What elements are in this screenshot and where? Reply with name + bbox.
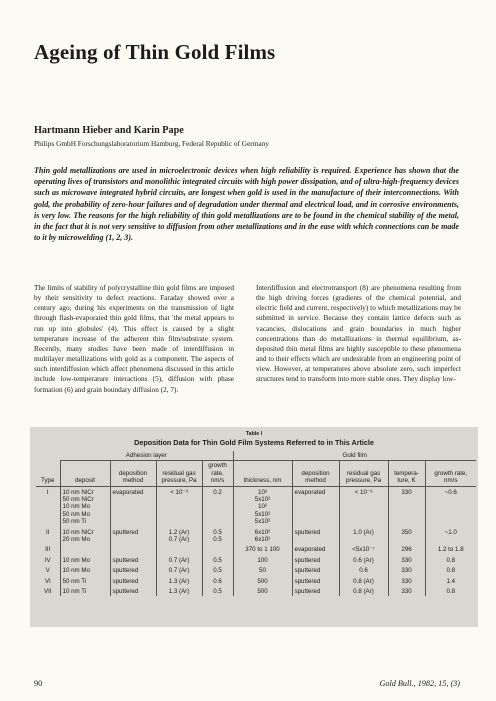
table-cell-g-temp: 330 (388, 564, 425, 574)
table-cell-thickness: 500 (233, 585, 292, 595)
table-row (36, 518, 476, 525)
table-cell-thickness: 6x10² (233, 526, 292, 536)
body-column-right: Interdiffusion and electrotransport (8) are phenomena resulting from the high driving forces (gradients of the chemical potential, and electric field and current, respectively) to which metallizations may be submitted in service. Because they contain lattice defects such as vacancies, dislocations and grain boundaries in much higher concentrations than do metallizations in thermal equilibrium, as-deposited thin metal films are highly susceptible to these phenomena and to their effects which are undesirable from an engineering point of view. However, at temperatures above absolute zero, such imperfect structures tend to transform into more stable ones. They display low- (256, 284, 461, 384)
table-cell-type (36, 503, 60, 510)
table-cell-deposit: 50 nm Ti (60, 575, 110, 585)
table-cell-g-pressure (339, 496, 388, 503)
table-cell-thickness: 370 to 1 100 (233, 543, 292, 553)
table-cell-g-method: evaporated (292, 486, 339, 496)
table-cell-g-pressure: 1.0 (Ar) (339, 526, 388, 536)
table-cell-g-method: sputtered (292, 554, 339, 564)
table-cell-g-rate: 0.8 (446, 588, 456, 596)
table-cell-g-temp: 350 (388, 526, 425, 536)
table-row (36, 503, 476, 510)
table-cell-a-rate: 0.5 (202, 536, 233, 543)
table-cell-a-method (110, 518, 156, 525)
table-cell-g-pressure: 0.8 (Ar) (339, 575, 388, 585)
table-cell-g-rate: 1.2 to 1.8 (437, 546, 464, 554)
table-number: Table I (245, 431, 263, 437)
table-cell-a-pressure (156, 496, 202, 503)
adhesion-layer-header: Adhesion layer (60, 451, 233, 461)
table-cell-a-method: sputtered (110, 564, 156, 574)
table-cell-g-temp (388, 518, 425, 525)
table-body (36, 486, 476, 595)
table-cell-g-pressure: < 10⁻³ (339, 486, 388, 496)
table-cell-deposit: 10 nm Mo (60, 554, 110, 564)
table-cell-thickness: 5x10² (233, 511, 292, 518)
table-cell-a-pressure: 1.2 (Ar) (156, 526, 202, 536)
col-gold-pressure: residual gas pressure, Pa (339, 461, 388, 486)
table-cell-type: III (36, 543, 60, 553)
body-column-left: The limits of stability of polycrystalline thin gold films are imposed by their sensitivity to defect reactions. Faraday showed over a century ago, during his experiments on the transmission of light through flash-evaporated thin gold films, that 'the metal appears to run up into globules' (4). This effect is caused by a slight temperature increase of the adherent thin film/substrate system. Recently, many studies have been made of interdiffusion in multilayer metallizations with gold as a component. The aspects of such interdiffusion which affect phenomena discussed in this article include low-temperature interactions (5), diffusion with phase formation (6) and grain boundary diffusion (2, 7). (34, 284, 234, 394)
table-cell-a-pressure: 0.7 (Ar) (156, 554, 202, 564)
abstract: Thin gold metallizations are used in microelectronic devices when high reliability is required. Experience has shown that the operating lives of transistors and monolithic integrated circuits with high power dissipation, and of ultra-high-frequency devices such as microwave integrated hybrid circuits, are longest when gold is used in the manufacture of their interconnections. With gold, the probability of zero-hour failures and of degradation under thermal and electrical load, and in corrosive environments, is very low. The reasons for the high reliability of thin gold metallizations are to be found in the chemical stability of the metal, in the fact that it is not very sensitive to diffusion from other metallizations and in the ease with which connections can be made to it by microwelding (1, 2, 3). (34, 166, 459, 243)
authors: Hartmann Hieber and Karin Pape (34, 125, 184, 136)
table-cell-g-pressure (339, 511, 388, 518)
table-cell-type: VII (36, 585, 60, 595)
table-cell-g-method: sputtered (292, 585, 339, 595)
table-cell-a-method: sputtered (110, 575, 156, 585)
table-cell-thickness: 50 (233, 564, 292, 574)
table-cell-thickness: 5x10² (233, 518, 292, 525)
table-cell-g-pressure (339, 536, 388, 543)
deposition-table (36, 451, 476, 596)
table-row (36, 526, 476, 536)
table-cell-type: VI (36, 575, 60, 585)
table-cell-g-temp: 330 (388, 486, 425, 496)
table-row (36, 575, 476, 585)
table-cell-g-temp: 330 (388, 575, 425, 585)
table-cell-g-pressure: 0.6 (Ar) (339, 554, 388, 564)
table-cell-deposit: 10 nm Mo (60, 503, 110, 510)
table-cell-g-rate: 1.4 (446, 577, 456, 585)
table-cell-a-rate (202, 518, 233, 525)
table-cell-g-pressure (339, 503, 388, 510)
table-cell-a-pressure (156, 511, 202, 518)
table-cell-g-temp: 330 (388, 585, 425, 595)
table-cell-type (36, 518, 60, 525)
table-caption: Deposition Data for Thin Gold Film Systems Referred to in This Article (134, 438, 374, 447)
table-cell-type: V (36, 564, 60, 574)
table-cell-a-rate (202, 511, 233, 518)
table-cell-g-temp (388, 511, 425, 518)
table-cell-g-temp (388, 503, 425, 510)
table-cell-a-pressure: 1.3 (Ar) (156, 585, 202, 595)
table-cell-a-pressure (156, 503, 202, 510)
table-cell-a-rate: 0.5 (202, 554, 233, 564)
table-cell-type: I (36, 486, 60, 496)
table-cell-a-rate: 0.2 (202, 486, 233, 496)
col-gold-temperature: tempera-ture, K (388, 461, 425, 486)
table-cell-g-rate (425, 496, 476, 503)
table-cell-g-method (292, 496, 339, 503)
table-cell-a-pressure (156, 543, 202, 553)
table-cell-thickness: 5x10² (233, 496, 292, 503)
table-cell-thickness: 6x10² (233, 536, 292, 543)
gold-film-header: Gold film (233, 451, 476, 461)
table-cell-type: II (36, 526, 60, 536)
col-gold-rate: growth rate, nm/s (425, 461, 476, 486)
table-cell-a-rate (202, 503, 233, 510)
table-cell-g-method (292, 518, 339, 525)
table-cell-deposit: 20 nm Mo (60, 536, 110, 543)
table-cell-a-rate: 0.5 (202, 564, 233, 574)
table-cell-deposit: 10 nm NiCr (60, 486, 110, 496)
table-cell-g-pressure (339, 518, 388, 525)
table-cell-deposit: 10 nm Mo (60, 564, 110, 574)
table-cell-type: IV (36, 554, 60, 564)
table-cell-g-pressure: 0.8 (Ar) (339, 585, 388, 595)
table-cell-deposit: 10 nm Ti (60, 585, 110, 595)
table-cell-type (36, 511, 60, 518)
table-cell-a-method (110, 536, 156, 543)
table-cell-deposit: 50 nm Ti (60, 518, 110, 525)
table-cell-g-method: sputtered (292, 575, 339, 585)
table-cell-g-temp (388, 536, 425, 543)
col-adhesion-method: deposition method (110, 461, 156, 486)
table-cell-g-pressure: <5x10⁻⁷ (339, 543, 388, 553)
table-cell-g-temp (388, 496, 425, 503)
table-row (36, 554, 476, 564)
table-cell-a-pressure: 0.7 (Ar) (156, 536, 202, 543)
table-cell-a-pressure: 0.7 (Ar) (156, 564, 202, 574)
page-number: 90 (34, 679, 43, 688)
table-cell-thickness: 10³ (233, 486, 292, 496)
table-cell-a-pressure: 1.3 (Ar) (156, 575, 202, 585)
table-cell-g-rate (425, 518, 476, 525)
table-cell-a-method: evaporated (110, 486, 156, 496)
table-cell-g-method: sputtered (292, 564, 339, 574)
table-cell-g-rate: ~1.0 (444, 528, 457, 536)
col-type: Type (36, 461, 60, 486)
table-row (36, 585, 476, 595)
table-cell-g-method: evaporated (292, 543, 339, 553)
table-cell-g-temp: 330 (388, 554, 425, 564)
table-cell-a-method: sputtered (110, 554, 156, 564)
table-cell-deposit: 10 nm NiCr (60, 526, 110, 536)
article-title: Ageing of Thin Gold Films (34, 40, 276, 64)
table-row (36, 486, 476, 496)
journal-citation: Gold Bull., 1982, 15, (3) (379, 679, 460, 688)
col-adhesion-rate: growth rate, nm/s (202, 461, 233, 486)
table-cell-a-method: sputtered (110, 585, 156, 595)
table-cell-a-method: sputtered (110, 526, 156, 536)
table-cell-type (36, 536, 60, 543)
table-cell-thickness: 100 (233, 554, 292, 564)
table-cell-a-rate: 0.5 (202, 585, 233, 595)
table-cell-type (36, 496, 60, 503)
table-cell-a-rate: 0.5 (202, 526, 233, 536)
table-cell-g-rate: ~0.6 (444, 488, 457, 496)
table-cell-a-method (110, 503, 156, 510)
table-cell-g-rate (425, 511, 476, 518)
table-row (36, 536, 476, 543)
table-cell-a-pressure: < 10⁻³ (156, 486, 202, 496)
table-row (36, 496, 476, 503)
table-cell-a-method (110, 511, 156, 518)
table-cell-thickness: 500 (233, 575, 292, 585)
table-row (36, 564, 476, 574)
table-cell-a-pressure (156, 518, 202, 525)
table-cell-g-method (292, 536, 339, 543)
table-cell-a-rate (202, 496, 233, 503)
col-adhesion-deposit: deposit (60, 461, 110, 486)
table-cell-g-rate: 0.8 (446, 567, 456, 575)
table-cell-g-method: sputtered (292, 526, 339, 536)
table-cell-deposit: 50 nm Mo (60, 511, 110, 518)
table-cell-g-method (292, 503, 339, 510)
table-cell-a-method (110, 496, 156, 503)
table-cell-deposit: 50 nm NiCr (60, 496, 110, 503)
table-cell-a-method (110, 543, 156, 553)
table-row (36, 511, 476, 518)
table-cell-g-rate: 0.8 (446, 556, 456, 564)
col-adhesion-pressure: residual gas pressure, Pa (156, 461, 202, 486)
deposition-table-block (30, 427, 478, 627)
table-cell-g-method (292, 511, 339, 518)
col-gold-thickness: thickness, nm (233, 461, 292, 486)
affiliation: Philips GmbH Forschungslaboratorium Hamburg, Federal Republic of Germany (34, 139, 269, 148)
table-cell-thickness: 10² (233, 503, 292, 510)
table-cell-g-pressure: 0.6 (339, 564, 388, 574)
table-cell-g-temp: 296 (388, 543, 425, 553)
col-gold-method: deposition method (292, 461, 339, 486)
table-cell-g-rate (425, 536, 476, 543)
table-cell-a-rate (202, 543, 233, 553)
table-row (36, 543, 476, 553)
table-cell-g-rate (425, 503, 476, 510)
table-cell-a-rate: 0.6 (202, 575, 233, 585)
table-cell-deposit (60, 543, 110, 553)
